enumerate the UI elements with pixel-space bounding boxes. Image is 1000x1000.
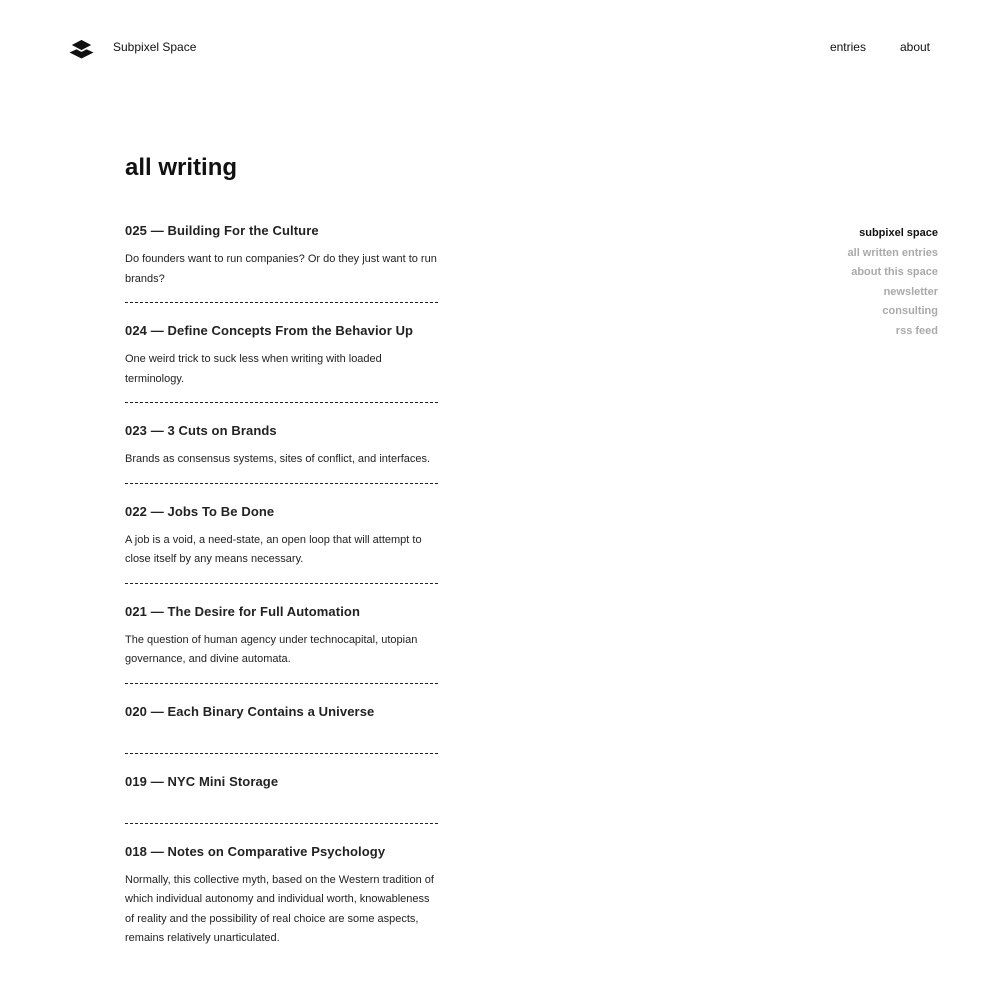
entry-title-link[interactable]: 018 — Notes on Comparative Psychology — [125, 843, 386, 859]
entry-title-link[interactable]: 023 — 3 Cuts on Brands — [125, 423, 277, 438]
entry-title-link[interactable]: 020 — Each Binary Contains a Universe — [125, 703, 375, 719]
dashed-divider — [125, 483, 438, 484]
list-item — [125, 320, 438, 389]
dashed-divider — [125, 583, 438, 584]
sidebar-item-rss-feed[interactable]: rss feed — [895, 324, 938, 337]
sidebar-item-all-written-entries[interactable]: all written entries — [847, 246, 938, 259]
entry-title-link[interactable]: 021 — The Desire for Full Automation — [125, 603, 360, 619]
dashed-divider — [125, 753, 438, 754]
list-item — [125, 501, 438, 570]
sidebar-item-consulting[interactable]: consulting — [882, 305, 938, 317]
dashed-divider — [125, 683, 438, 684]
nav-entries-link[interactable]: entries — [829, 40, 866, 54]
logo-icon[interactable] — [69, 37, 94, 59]
sidebar-item-newsletter[interactable]: newsletter — [883, 285, 938, 298]
entry-title-link[interactable]: 022 — Jobs To Be Done — [125, 503, 275, 519]
nav-about-link[interactable]: about — [899, 40, 930, 54]
entry-summary: One weird trick to suck less when writing with loaded terminology. — [125, 353, 382, 385]
top-nav — [830, 39, 930, 55]
entry-summary: The question of human agency under technocapital, utopian governance, and divine automata. — [125, 633, 418, 665]
entry-title-link[interactable]: 025 — Building For the Culture — [125, 223, 319, 238]
dashed-divider — [125, 302, 438, 303]
list-item — [125, 420, 438, 470]
list-item — [125, 220, 438, 289]
dashed-divider — [125, 402, 438, 403]
entry-summary: Do founders want to run companies? Or do they just want to run brands? — [125, 253, 437, 285]
entry-title-link[interactable]: 024 — Define Concepts From the Behavior Up — [125, 323, 414, 338]
sidebar-nav — [848, 224, 938, 341]
entry-summary: Brands as consensus systems, sites of conflict, and interfaces. — [125, 453, 431, 465]
page-title: all writing — [125, 154, 238, 181]
site-name-link[interactable]: Subpixel Space — [113, 40, 197, 54]
entry-summary: Normally, this collective myth, based on the Western tradition of which individual autonomy and individual worth, knowableness of reality and the possibility of real choice are some aspects, remains relatively unarticulated. — [125, 873, 434, 944]
dashed-divider — [125, 823, 438, 824]
entry-title-link[interactable]: 019 — NYC Mini Storage — [125, 773, 279, 789]
list-item — [125, 601, 438, 670]
list-item — [125, 841, 438, 949]
sidebar-item-subpixel-space[interactable]: subpixel space — [859, 227, 938, 239]
entries-list — [125, 220, 438, 949]
entry-summary: A job is a void, a need-state, an open loop that will attempt to close itself by any means necessary. — [125, 533, 422, 565]
sidebar-item-about-this-space[interactable]: about this space — [851, 266, 938, 278]
list-item — [125, 771, 438, 793]
list-item — [125, 701, 438, 723]
